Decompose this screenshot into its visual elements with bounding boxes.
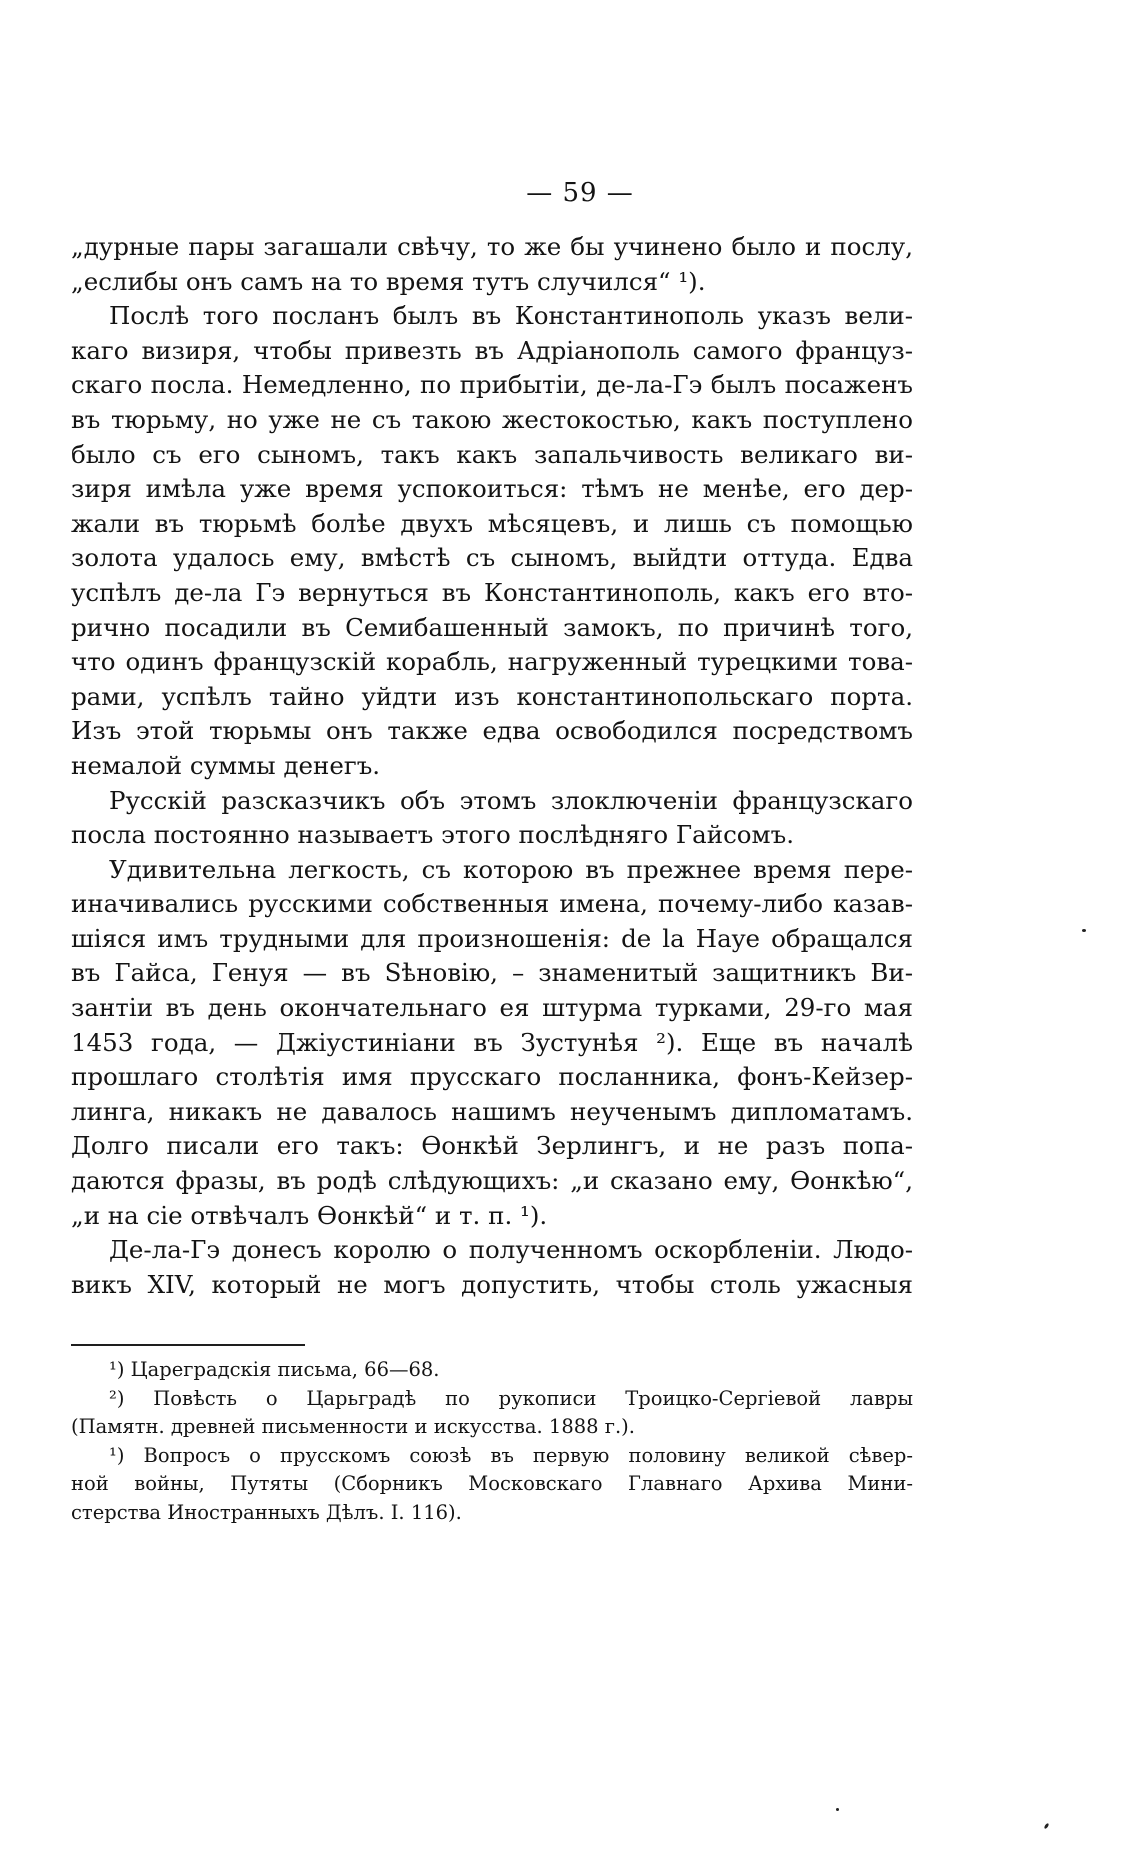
- text-line: скаго посла. Немедленно, по прибытіи, де-ла-Гэ былъ посаженъ: [71, 370, 913, 400]
- page-number: — 59 —: [526, 178, 634, 208]
- text-line: 1453 года, — Джіустиніани въ Зустунѣя ²). Еще въ началѣ: [71, 1027, 913, 1057]
- text-line: что одинъ французскій корабль, нагруженный турецкими това-: [71, 647, 913, 677]
- paragraph: [71, 299, 913, 783]
- text-line: рично посадили въ Семибашенный замокъ, по причинѣ того,: [71, 612, 913, 642]
- text-line: было съ его сыномъ, такъ какъ запальчивость великаго ви-: [71, 439, 913, 469]
- text-line: жали въ тюрьмѣ болѣе двухъ мѣсяцевъ, и лишь съ помощью: [71, 508, 913, 538]
- text-line: шіяся имъ трудными для произношенія: de la Haye обращался: [71, 923, 913, 953]
- paragraph: [71, 784, 913, 853]
- footnote-separator: [71, 1344, 305, 1346]
- text-line: прошлаго столѣтія имя прусскаго посланника, фонъ-Кейзер-: [71, 1062, 913, 1092]
- text-line: „и на сіе отвѣчалъ Ѳонкѣй“ и т. п. ¹).: [71, 1200, 548, 1230]
- text-line: золота удалось ему, вмѣстѣ съ сыномъ, выйдти оттуда. Едва: [71, 543, 913, 573]
- text-line: Изъ этой тюрьмы онъ также едва освободился посредствомъ: [71, 716, 913, 746]
- text-line: иначивались русскими собственныя имена, почему-либо казав-: [71, 889, 913, 919]
- text-line: Долго писали его такъ: Ѳонкѣй Зерлингъ, и не разъ попа-: [71, 1131, 913, 1161]
- footnote-line: ной войны, Путяты (Сборникъ Московскаго Главнаго Архива Мини-: [71, 1472, 913, 1495]
- scan-speck: [1082, 929, 1086, 932]
- text-line: линга, никакъ не давалось нашимъ неученымъ дипломатамъ.: [71, 1096, 913, 1126]
- footnote-line: (Памятн. древней письменности и искусства. 1888 г.).: [71, 1415, 635, 1438]
- text-line: „еслибы онъ самъ на то время тутъ случился“ ¹).: [71, 266, 706, 296]
- footnote: [71, 1442, 913, 1528]
- text-line: Послѣ того посланъ былъ въ Константинополь указъ вели-: [109, 301, 913, 331]
- text-line: „дурные пары загашали свѣчу, то же бы учинено было и послу,: [71, 232, 913, 261]
- paragraph: [71, 853, 913, 1234]
- footnote-line: ²) Повѣсть о Царьградѣ по рукописи Троицко-Сергіевой лавры: [109, 1386, 913, 1410]
- footnotes: [71, 1356, 913, 1527]
- text-line: викъ XIV, который не могъ допустить, чтобы столь ужасныя: [71, 1269, 913, 1299]
- text-line: немалой суммы денегъ.: [71, 750, 381, 780]
- paragraph: [71, 230, 913, 299]
- text-line: зантіи въ день окончательнаго ея штурма турками, 29-го мая: [71, 993, 913, 1023]
- text-line: рами, успѣлъ тайно уйдти изъ константинопольскаго порта.: [71, 681, 913, 711]
- text-line: въ тюрьму, но уже не съ такою жестокостью, какъ поступлено: [71, 404, 913, 434]
- text-line: Де-ла-Гэ донесъ королю о полученномъ оскорбленіи. Людо-: [109, 1235, 913, 1265]
- footnote: [71, 1356, 913, 1385]
- scan-speck: [836, 1808, 839, 1811]
- text-line: успѣлъ де-ла Гэ вернуться въ Константинополь, какъ его вто-: [71, 577, 913, 607]
- footnote-line: ¹) Вопросъ о прусскомъ союзѣ въ первую половину великой сѣвер-: [109, 1443, 913, 1467]
- footnote-line: ¹) Цареградскія письма, 66—68.: [109, 1358, 440, 1381]
- body-text: [71, 230, 913, 1302]
- text-line: Русскій разсказчикъ объ этомъ злоключеніи французскаго: [109, 785, 913, 815]
- footnote: [71, 1385, 913, 1442]
- paragraph: [71, 1233, 913, 1302]
- text-line: Удивительна легкость, съ которою въ прежнее время пере-: [109, 854, 913, 884]
- text-line: посла постоянно называетъ этого послѣдняго Гайсомъ.: [71, 820, 794, 850]
- text-line: каго визиря, чтобы привезть въ Адріанополь самого француз-: [71, 335, 913, 365]
- footnote-line: стерства Иностранныхъ Дѣлъ. I. 116).: [71, 1500, 462, 1524]
- text-line: даются фразы, въ родѣ слѣдующихъ: „и сказано ему, Ѳонкѣю“,: [71, 1166, 913, 1196]
- text-line: зиря имѣла уже время успокоиться: тѣмъ не менѣе, его дер-: [71, 474, 913, 504]
- scan-speck: [1044, 1823, 1050, 1830]
- text-line: въ Гайса, Генуя — въ Ѕѣновію, – знаменитый защитникъ Ви-: [71, 958, 913, 988]
